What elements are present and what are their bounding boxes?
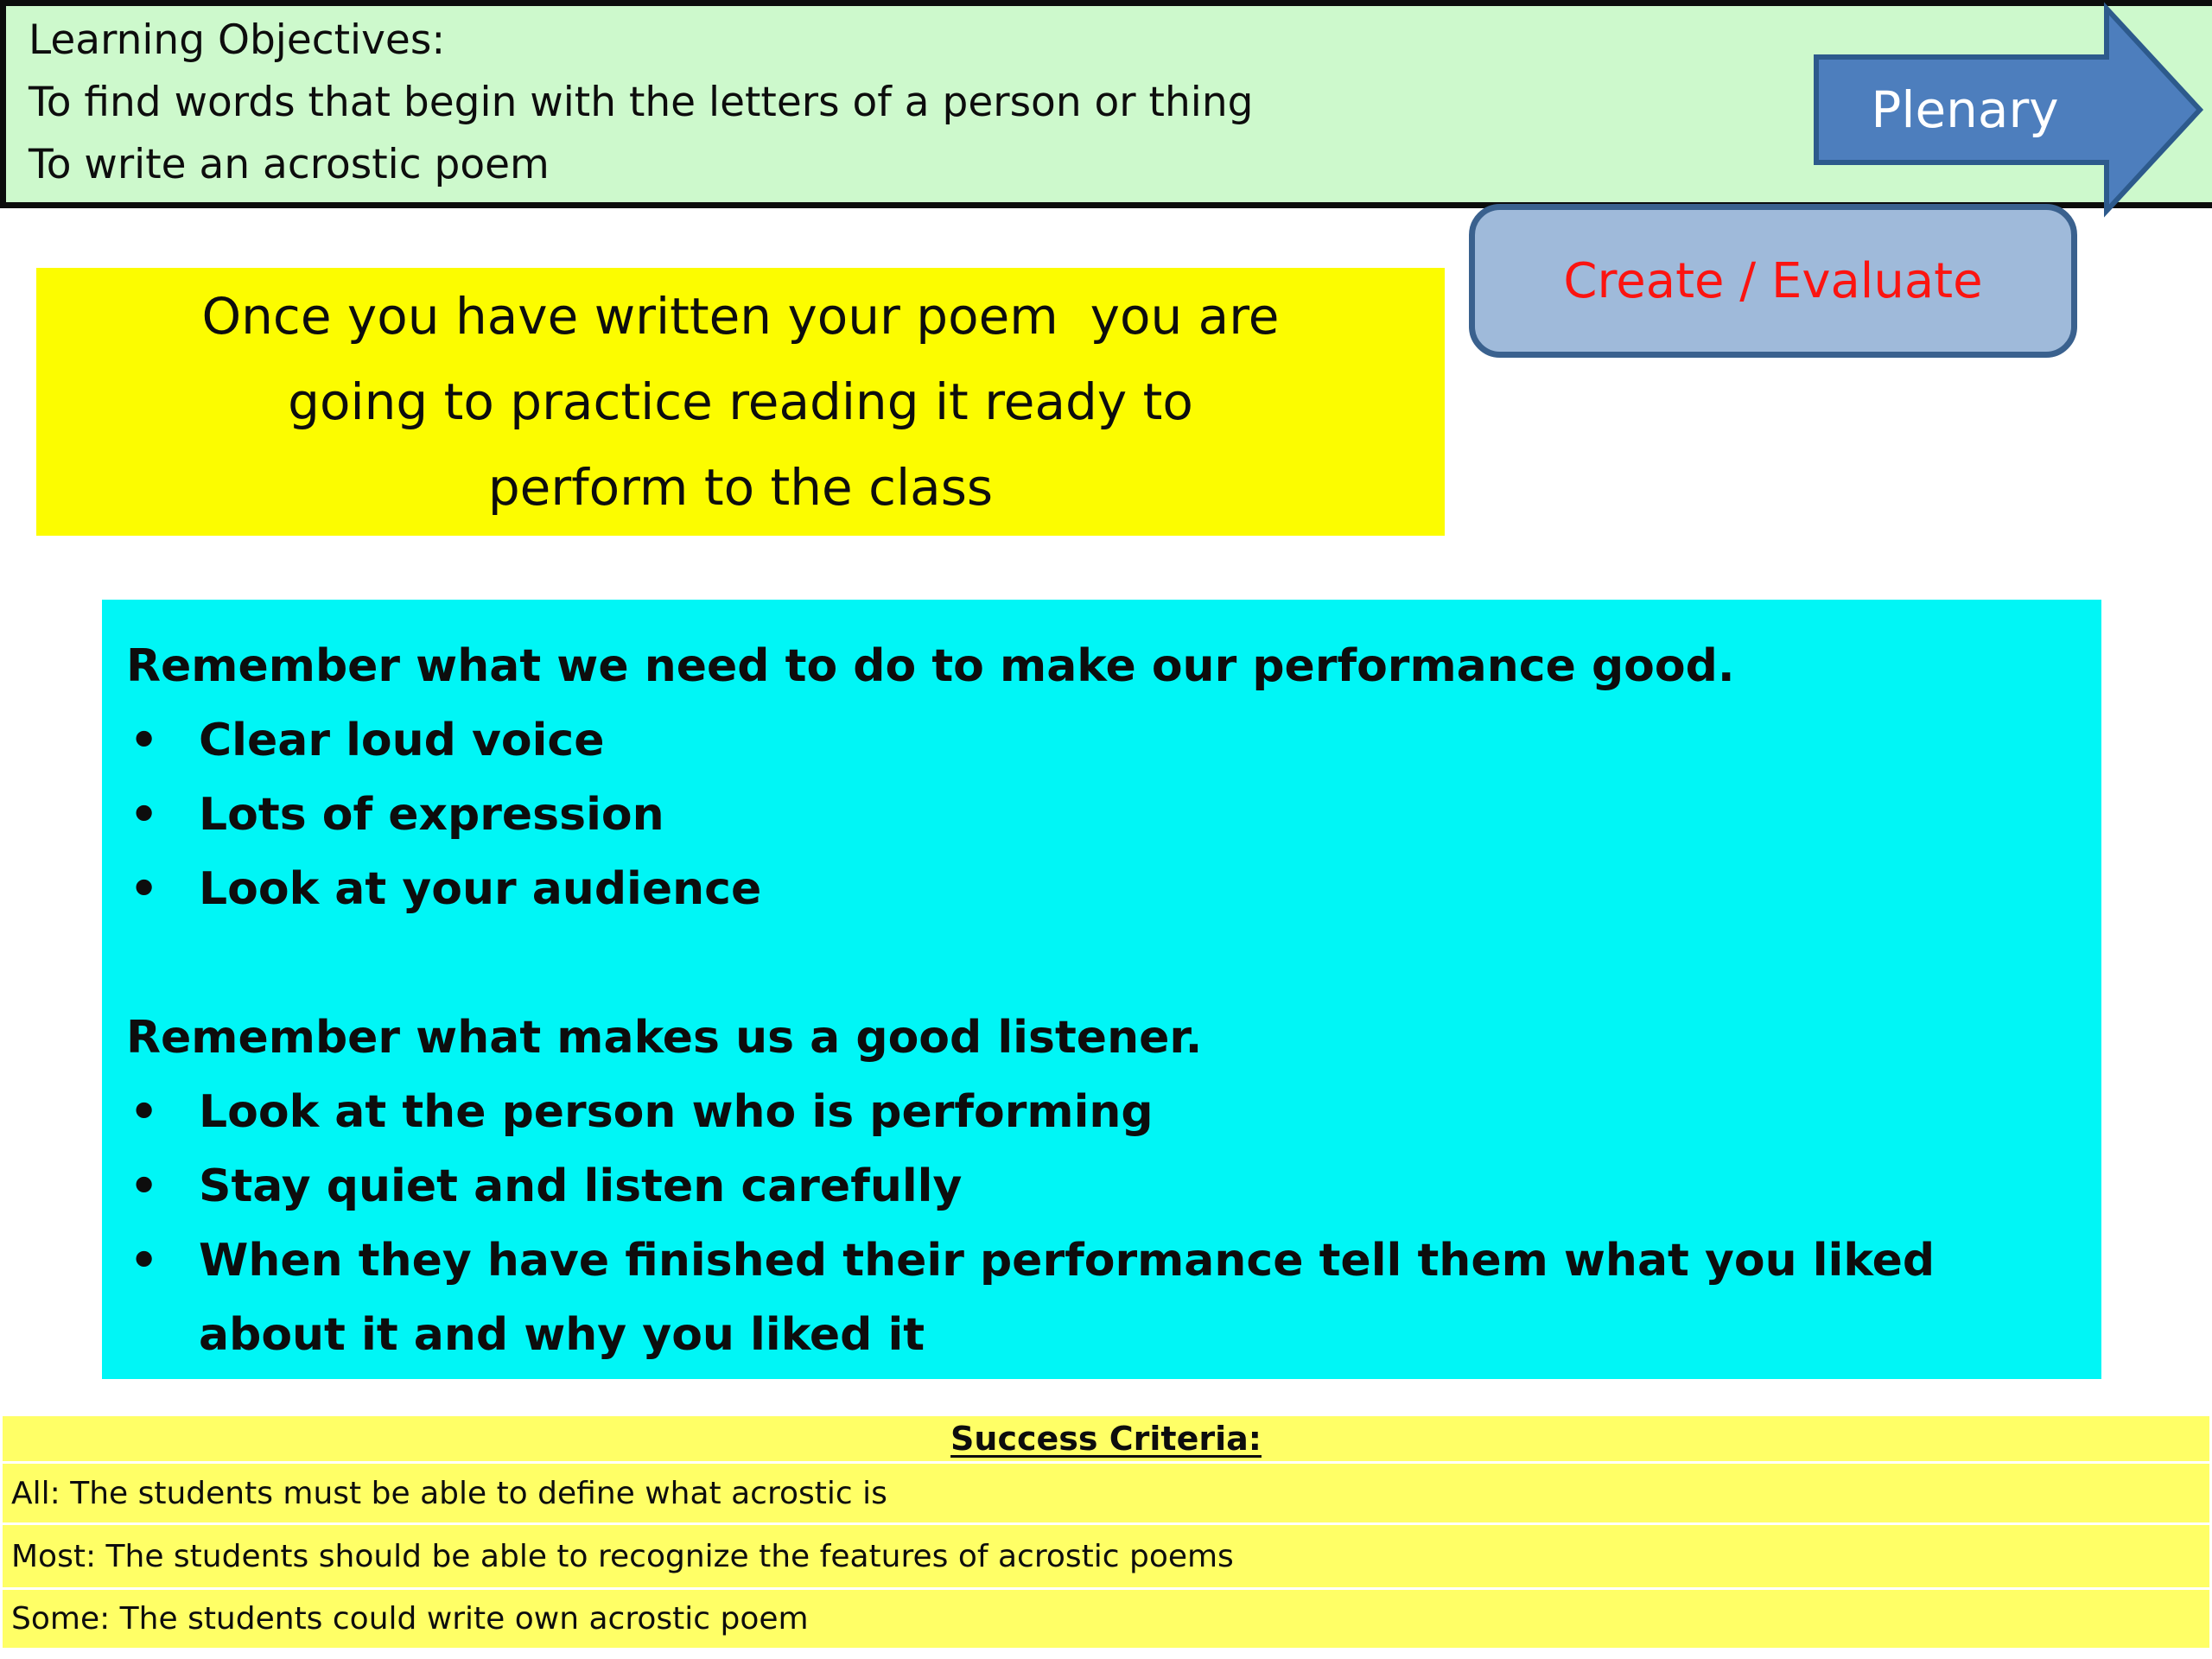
criteria-all-text: All: The students must be able to define what acrostic is [11, 1475, 887, 1511]
criteria-some-text: Some: The students could write own acrostic poem [11, 1601, 809, 1637]
instruction-line-1: Once you have written your poem you are [201, 286, 1280, 346]
objective-line-1: To find words that begin with the letters of a person or thing [29, 79, 1254, 126]
listener-heading: Remember what makes us a good listener. [126, 1012, 1203, 1064]
bullet-list-item: • Lots of expression [126, 778, 2077, 852]
create-evaluate-label: Create / Evaluate [1563, 252, 1983, 309]
listener-list [126, 1075, 2077, 1372]
spacer [126, 926, 2077, 1001]
performance-tips-box [102, 600, 2101, 1379]
objective-line-2: To write an acrostic poem [29, 141, 550, 188]
bullet-list-item: • Look at the person who is performing [126, 1075, 2077, 1149]
success-criteria-row-all [3, 1464, 2209, 1522]
performance-instruction-box [36, 268, 1445, 536]
objectives-title: Learning Objectives: [29, 16, 446, 64]
success-criteria-row-some [3, 1590, 2209, 1648]
plenary-arrow [1809, 2, 2209, 218]
success-criteria-header [3, 1416, 2209, 1461]
bullet-list-item: • When they have finished their performance tell them what you liked about it and why you liked it [126, 1224, 2077, 1372]
plenary-label: Plenary [1871, 80, 2059, 139]
instruction-line-3: perform to the class [487, 457, 994, 517]
criteria-most-text: Most: The students should be able to recognize the features of acrostic poems [11, 1538, 1234, 1574]
bullet-list-item: • Look at your audience [126, 852, 2077, 926]
instruction-line-2: going to practice reading it ready to [288, 372, 1193, 431]
bullet-list-item: • Stay quiet and listen carefully [126, 1149, 2077, 1224]
success-criteria-row-most [3, 1525, 2209, 1587]
create-evaluate-badge [1469, 204, 2077, 358]
success-criteria-title: Success Criteria: [950, 1420, 1262, 1458]
bullet-list-item: • Clear loud voice [126, 703, 2077, 778]
performance-heading: Remember what we need to do to make our performance good. [126, 640, 1735, 692]
performance-list [126, 703, 2077, 926]
